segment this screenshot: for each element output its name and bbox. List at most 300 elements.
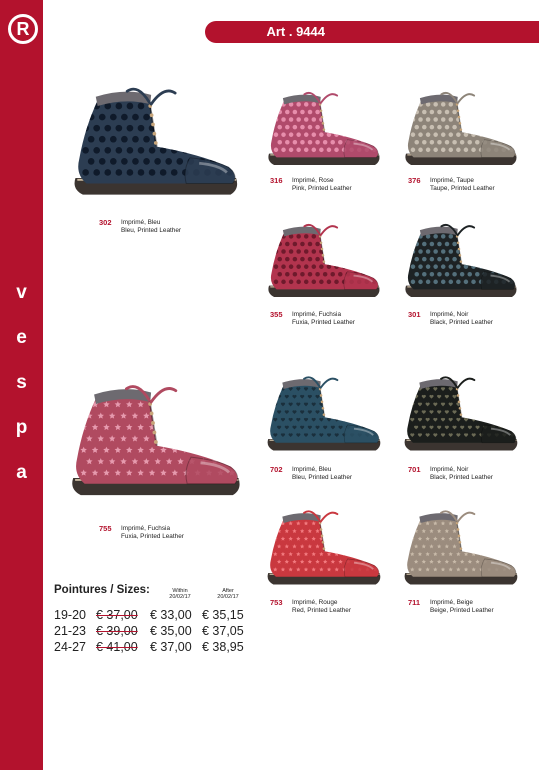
pattern-star bbox=[155, 413, 161, 419]
pattern-heart bbox=[506, 410, 510, 414]
pattern-dot bbox=[349, 264, 354, 269]
pattern-dot bbox=[289, 117, 294, 122]
pattern-star bbox=[234, 458, 240, 464]
brand-letter: s bbox=[16, 372, 27, 393]
pattern-dot bbox=[509, 234, 514, 239]
within-price: € 35,00 bbox=[150, 624, 192, 638]
pattern-dot bbox=[441, 234, 446, 239]
pattern-dot bbox=[471, 132, 476, 137]
pattern-dot bbox=[505, 257, 510, 262]
pattern-star bbox=[200, 435, 206, 441]
product-desc-en: Beige, Printed Leather bbox=[430, 607, 494, 614]
pattern-dot bbox=[471, 280, 476, 285]
pattern-dot bbox=[99, 114, 106, 121]
pattern-dot bbox=[467, 257, 472, 262]
pattern-heart bbox=[358, 418, 362, 422]
pattern-dot bbox=[426, 148, 431, 153]
pattern-dot bbox=[121, 114, 128, 121]
old-price: € 39,00 bbox=[96, 624, 138, 638]
pattern-dot bbox=[330, 110, 335, 115]
pattern-dot bbox=[445, 242, 450, 247]
pattern-dot bbox=[349, 234, 354, 239]
pattern-dot bbox=[327, 234, 332, 239]
pattern-star bbox=[514, 544, 518, 548]
pattern-dot bbox=[452, 110, 457, 115]
pattern-heart bbox=[468, 410, 472, 414]
pattern-dot bbox=[486, 102, 491, 107]
pattern-star bbox=[365, 536, 369, 540]
pattern-star bbox=[506, 560, 510, 564]
pattern-dot bbox=[281, 117, 286, 122]
pattern-dot bbox=[342, 132, 347, 137]
pattern-dot bbox=[505, 242, 510, 247]
pattern-heart bbox=[487, 387, 491, 391]
pattern-heart bbox=[510, 418, 514, 422]
pattern-dot bbox=[300, 242, 305, 247]
pattern-dot bbox=[338, 272, 343, 277]
pattern-dot bbox=[315, 125, 320, 130]
pattern-dot bbox=[289, 148, 294, 153]
pattern-dot bbox=[414, 257, 419, 262]
pattern-dot bbox=[323, 140, 328, 145]
pattern-dot bbox=[467, 140, 472, 145]
pattern-dot bbox=[199, 114, 206, 121]
product-desc-en: Taupe, Printed Leather bbox=[430, 185, 495, 192]
pattern-dot bbox=[226, 147, 233, 154]
pattern-dot bbox=[334, 132, 339, 137]
pattern-star bbox=[350, 521, 354, 525]
shoe-image bbox=[258, 372, 386, 456]
pattern-dot bbox=[323, 242, 328, 247]
pattern-heart bbox=[472, 387, 476, 391]
pattern-dot bbox=[319, 264, 324, 269]
shoe-drawing bbox=[395, 220, 523, 302]
pattern-dot bbox=[460, 272, 465, 277]
pattern-dot bbox=[188, 114, 195, 121]
pattern-dot bbox=[315, 272, 320, 277]
pattern-dot bbox=[494, 132, 499, 137]
pattern-dot bbox=[414, 242, 419, 247]
shoe-eyelet bbox=[322, 541, 325, 544]
pattern-star bbox=[206, 424, 212, 430]
shoe-eyelet bbox=[322, 122, 325, 125]
pattern-dot bbox=[441, 264, 446, 269]
pattern-dot bbox=[93, 125, 100, 132]
pattern-star bbox=[483, 529, 487, 533]
pattern-star bbox=[217, 424, 223, 430]
pattern-dot bbox=[483, 257, 488, 262]
pattern-dot bbox=[182, 147, 189, 154]
pattern-dot bbox=[293, 125, 298, 130]
pattern-star bbox=[342, 536, 346, 540]
pattern-dot bbox=[475, 140, 480, 145]
pattern-star bbox=[346, 529, 350, 533]
pattern-dot bbox=[475, 242, 480, 247]
pattern-dot bbox=[274, 148, 279, 153]
pattern-dot bbox=[127, 125, 134, 132]
pattern-star bbox=[189, 413, 195, 419]
pattern-dot bbox=[486, 132, 491, 137]
pattern-dot bbox=[304, 148, 309, 153]
pattern-dot bbox=[513, 140, 518, 145]
pattern-dot bbox=[509, 132, 514, 137]
pattern-dot bbox=[338, 242, 343, 247]
pattern-heart bbox=[510, 403, 514, 407]
pattern-dot bbox=[277, 140, 282, 145]
pattern-dot bbox=[475, 125, 480, 130]
shoe-eyelet bbox=[459, 407, 462, 410]
pattern-dot bbox=[445, 125, 450, 130]
pattern-dot bbox=[334, 148, 339, 153]
product-code: 701 bbox=[408, 465, 421, 474]
pattern-dot bbox=[433, 102, 438, 107]
pattern-dot bbox=[365, 132, 370, 137]
pattern-dot bbox=[330, 257, 335, 262]
pattern-dot bbox=[456, 148, 461, 153]
pattern-dot bbox=[445, 140, 450, 145]
pattern-star bbox=[487, 521, 491, 525]
pattern-dot bbox=[104, 125, 111, 132]
pattern-star bbox=[194, 424, 200, 430]
pattern-star bbox=[335, 536, 339, 540]
pattern-dot bbox=[471, 102, 476, 107]
pattern-heart bbox=[514, 395, 518, 399]
shoe-toe-cap bbox=[344, 559, 379, 577]
pattern-dot bbox=[376, 272, 381, 277]
pattern-heart bbox=[495, 387, 499, 391]
pattern-heart bbox=[361, 395, 365, 399]
pattern-dot bbox=[346, 125, 351, 130]
product-desc-fr: Imprimé, Taupe bbox=[430, 177, 474, 184]
shoe-drawing bbox=[395, 372, 523, 456]
pattern-dot bbox=[464, 264, 469, 269]
pattern-dot bbox=[475, 272, 480, 277]
pattern-dot bbox=[475, 257, 480, 262]
pattern-dot bbox=[334, 249, 339, 254]
pattern-dot bbox=[312, 148, 317, 153]
pattern-dot bbox=[368, 110, 373, 115]
pattern-dot bbox=[143, 114, 150, 121]
pattern-dot bbox=[319, 132, 324, 137]
pattern-star bbox=[160, 424, 166, 430]
pattern-dot bbox=[82, 147, 89, 154]
pattern-dot bbox=[215, 103, 222, 110]
pattern-dot bbox=[467, 110, 472, 115]
pattern-dot bbox=[132, 114, 139, 121]
pattern-star bbox=[200, 413, 206, 419]
pattern-dot bbox=[433, 132, 438, 137]
pattern-heart bbox=[323, 395, 327, 399]
within-label: Within bbox=[172, 588, 188, 594]
pattern-dot bbox=[289, 280, 294, 285]
pattern-star bbox=[229, 424, 235, 430]
shoe-image bbox=[258, 505, 386, 591]
pattern-dot bbox=[513, 125, 518, 130]
pattern-dot bbox=[327, 117, 332, 122]
pattern-star bbox=[80, 401, 86, 407]
pattern-star bbox=[475, 544, 479, 548]
pattern-dot bbox=[467, 242, 472, 247]
pattern-heart bbox=[346, 395, 350, 399]
pattern-star bbox=[361, 529, 365, 533]
product-desc-en: Fuxia, Printed Leather bbox=[292, 319, 355, 326]
pattern-dot bbox=[411, 102, 416, 107]
pattern-heart bbox=[335, 403, 339, 407]
pattern-heart bbox=[358, 387, 362, 391]
shoe-eyelet bbox=[320, 394, 323, 397]
shoe-eyelet bbox=[460, 413, 463, 416]
pattern-star bbox=[189, 435, 195, 441]
shoe-eyelet bbox=[151, 421, 155, 425]
pattern-dot bbox=[490, 110, 495, 115]
pattern-heart bbox=[377, 426, 381, 430]
pattern-heart bbox=[491, 410, 495, 414]
size-range: 24-27 bbox=[54, 640, 86, 654]
pattern-star bbox=[223, 413, 229, 419]
pattern-heart bbox=[487, 403, 491, 407]
pattern-heart bbox=[335, 387, 339, 391]
pattern-dot bbox=[104, 147, 111, 154]
pattern-dot bbox=[116, 169, 123, 176]
pattern-dot bbox=[430, 140, 435, 145]
pattern-dot bbox=[422, 242, 427, 247]
pattern-heart bbox=[479, 387, 483, 391]
pattern-dot bbox=[315, 110, 320, 115]
pattern-heart bbox=[369, 410, 373, 414]
pattern-dot bbox=[312, 117, 317, 122]
pattern-heart bbox=[506, 395, 510, 399]
pattern-star bbox=[361, 544, 365, 548]
pattern-dot bbox=[441, 280, 446, 285]
pattern-dot bbox=[165, 158, 172, 165]
brand-letter: p bbox=[15, 417, 28, 438]
pattern-dot bbox=[430, 110, 435, 115]
pattern-dot bbox=[502, 234, 507, 239]
pattern-dot bbox=[418, 264, 423, 269]
pattern-dot bbox=[342, 234, 347, 239]
pattern-dot bbox=[171, 125, 178, 132]
pattern-star bbox=[327, 521, 331, 525]
pattern-dot bbox=[479, 117, 484, 122]
pattern-dot bbox=[296, 234, 301, 239]
pattern-dot bbox=[204, 147, 211, 154]
pattern-dot bbox=[437, 125, 442, 130]
pattern-dot bbox=[232, 158, 239, 165]
pattern-star bbox=[234, 435, 240, 441]
pattern-dot bbox=[479, 132, 484, 137]
pattern-dot bbox=[445, 110, 450, 115]
pattern-dot bbox=[430, 272, 435, 277]
pattern-dot bbox=[232, 114, 239, 121]
pattern-dot bbox=[346, 110, 351, 115]
pattern-dot bbox=[505, 125, 510, 130]
pattern-heart bbox=[338, 410, 342, 414]
pattern-dot bbox=[160, 103, 167, 110]
product-desc-fr: Imprimé, Noir bbox=[430, 466, 469, 473]
shoe-toe-cap bbox=[185, 158, 235, 184]
pattern-dot bbox=[437, 242, 442, 247]
shoe-eyelet bbox=[457, 528, 460, 531]
after-label: After bbox=[222, 588, 234, 594]
pattern-star bbox=[354, 529, 358, 533]
pattern-star bbox=[217, 447, 223, 453]
shoe-eyelet bbox=[322, 407, 325, 410]
pattern-dot bbox=[437, 140, 442, 145]
pattern-star bbox=[194, 447, 200, 453]
pattern-dot bbox=[281, 264, 286, 269]
shoe-eyelet bbox=[459, 254, 462, 257]
pattern-dot bbox=[372, 264, 377, 269]
pattern-dot bbox=[414, 140, 419, 145]
pattern-dot bbox=[505, 272, 510, 277]
pattern-heart bbox=[373, 387, 377, 391]
pattern-dot bbox=[449, 264, 454, 269]
pattern-dot bbox=[116, 125, 123, 132]
pattern-dot bbox=[357, 117, 362, 122]
pattern-heart bbox=[491, 395, 495, 399]
pattern-dot bbox=[110, 114, 117, 121]
shoe-drawing bbox=[258, 88, 386, 170]
pattern-dot bbox=[289, 132, 294, 137]
pattern-dot bbox=[509, 117, 514, 122]
pattern-star bbox=[369, 544, 373, 548]
pattern-dot bbox=[376, 125, 381, 130]
pattern-dot bbox=[93, 169, 100, 176]
pattern-dot bbox=[467, 272, 472, 277]
shoe-image bbox=[58, 82, 248, 202]
pattern-dot bbox=[338, 257, 343, 262]
pattern-heart bbox=[365, 387, 369, 391]
pattern-star bbox=[234, 413, 240, 419]
pattern-dot bbox=[274, 264, 279, 269]
pattern-dot bbox=[414, 110, 419, 115]
pattern-dot bbox=[479, 102, 484, 107]
pattern-dot bbox=[456, 132, 461, 137]
pattern-heart bbox=[350, 403, 354, 407]
pattern-dot bbox=[349, 249, 354, 254]
product-desc-en: Black, Printed Leather bbox=[430, 474, 493, 481]
pattern-dot bbox=[490, 125, 495, 130]
pattern-dot bbox=[353, 257, 358, 262]
shoe-image bbox=[58, 378, 248, 504]
shoe-drawing bbox=[395, 505, 523, 591]
shoe-eyelet bbox=[458, 116, 461, 119]
shoe-eyelet bbox=[321, 401, 324, 404]
pattern-dot bbox=[505, 110, 510, 115]
pattern-dot bbox=[226, 125, 233, 132]
pattern-heart bbox=[369, 395, 373, 399]
pattern-dot bbox=[418, 132, 423, 137]
pattern-dot bbox=[426, 264, 431, 269]
pattern-star bbox=[506, 529, 510, 533]
pattern-star bbox=[342, 521, 346, 525]
pattern-star bbox=[346, 544, 350, 548]
pattern-heart bbox=[350, 387, 354, 391]
product-desc-en: Pink, Printed Leather bbox=[292, 185, 352, 192]
pattern-star bbox=[327, 536, 331, 540]
pattern-dot bbox=[338, 140, 343, 145]
within-price: € 37,00 bbox=[150, 640, 192, 654]
pattern-heart bbox=[483, 410, 487, 414]
pattern-dot bbox=[471, 249, 476, 254]
shoe-eyelet bbox=[458, 535, 461, 538]
product-desc-en: Black, Printed Leather bbox=[430, 319, 493, 326]
pattern-dot bbox=[312, 249, 317, 254]
pattern-dot bbox=[327, 148, 332, 153]
pattern-dot bbox=[411, 132, 416, 137]
pattern-star bbox=[479, 521, 483, 525]
pattern-heart bbox=[338, 395, 342, 399]
pattern-dot bbox=[127, 169, 134, 176]
pattern-dot bbox=[210, 114, 217, 121]
pattern-dot bbox=[498, 110, 503, 115]
pattern-star bbox=[377, 544, 381, 548]
pattern-dot bbox=[445, 272, 450, 277]
pattern-dot bbox=[509, 264, 514, 269]
pattern-dot bbox=[330, 242, 335, 247]
pattern-dot bbox=[296, 280, 301, 285]
pattern-star bbox=[491, 544, 495, 548]
pattern-heart bbox=[487, 418, 491, 422]
pattern-dot bbox=[323, 272, 328, 277]
pattern-dot bbox=[188, 136, 195, 143]
pattern-dot bbox=[349, 132, 354, 137]
pattern-star bbox=[183, 424, 189, 430]
brand-sidebar bbox=[0, 0, 43, 770]
pattern-dot bbox=[372, 249, 377, 254]
pattern-dot bbox=[304, 264, 309, 269]
pattern-dot bbox=[304, 249, 309, 254]
pattern-heart bbox=[369, 426, 373, 430]
pattern-dot bbox=[422, 140, 427, 145]
pattern-dot bbox=[176, 114, 183, 121]
pattern-dot bbox=[479, 234, 484, 239]
pattern-dot bbox=[300, 110, 305, 115]
pattern-dot bbox=[330, 125, 335, 130]
shoe-eyelet bbox=[150, 113, 154, 117]
pattern-dot bbox=[215, 147, 222, 154]
pattern-dot bbox=[99, 158, 106, 165]
pattern-dot bbox=[300, 272, 305, 277]
within-date: 20/02/17 bbox=[169, 594, 191, 600]
pattern-star bbox=[183, 401, 189, 407]
pattern-dot bbox=[110, 136, 117, 143]
pattern-star bbox=[491, 529, 495, 533]
pattern-dot bbox=[357, 102, 362, 107]
pattern-dot bbox=[82, 125, 89, 132]
pattern-star bbox=[223, 458, 229, 464]
pattern-dot bbox=[411, 148, 416, 153]
pattern-star bbox=[217, 401, 223, 407]
pattern-dot bbox=[483, 125, 488, 130]
shoe-eyelet bbox=[460, 547, 463, 550]
pattern-dot bbox=[502, 264, 507, 269]
pattern-dot bbox=[411, 117, 416, 122]
pattern-heart bbox=[327, 403, 331, 407]
pattern-dot bbox=[449, 249, 454, 254]
pattern-dot bbox=[277, 110, 282, 115]
pattern-heart bbox=[464, 387, 468, 391]
pattern-star bbox=[350, 552, 354, 556]
pattern-dot bbox=[182, 103, 189, 110]
pattern-dot bbox=[349, 102, 354, 107]
pattern-dot bbox=[160, 147, 167, 154]
pattern-dot bbox=[308, 110, 313, 115]
pattern-dot bbox=[464, 132, 469, 137]
pattern-dot bbox=[127, 103, 134, 110]
shoe-eyelet bbox=[322, 254, 325, 257]
product-desc-fr: Imprimé, Noir bbox=[430, 311, 469, 318]
